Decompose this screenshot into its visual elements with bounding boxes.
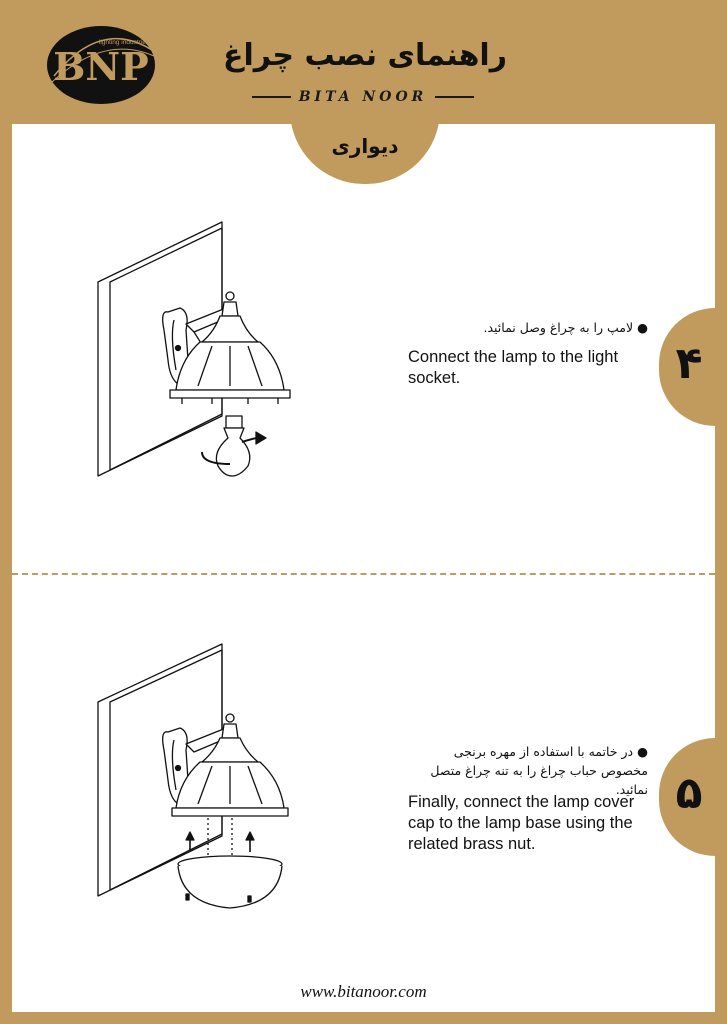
step-4-text-fa: ● لامپ را به چراغ وصل نمائید.: [483, 320, 648, 335]
step-4-text-en: Connect the lamp to the light socket.: [408, 348, 619, 387]
step-divider: [12, 573, 715, 575]
step-5-number: ۵: [675, 768, 703, 819]
website-url: www.bitanoor.com: [300, 982, 427, 1001]
brand-line-right: [435, 96, 474, 98]
category-label: دیواری: [331, 134, 399, 158]
step-5-text-fa: ● در خاتمه با استفاده از مهره برنجی مخصوص حباب چراغ را به تنه چراغ متصل نمائید.: [430, 744, 648, 797]
logo-letters: BNP: [53, 44, 149, 89]
brand-line-left: [252, 96, 291, 98]
bnp-logo: [44, 24, 158, 106]
step-5-text-fa-content: در خاتمه با استفاده از مهره برنجی مخصوص حباب چراغ را به تنه چراغ متصل نمائید.: [430, 744, 648, 797]
step-4-text-fa-content: لامپ را به چراغ وصل نمائید.: [483, 320, 634, 335]
step-4-illustration: [90, 220, 410, 490]
step-5-illustration: [90, 640, 410, 920]
step-5-text-en: Finally, connect the lamp cover cap to the lamp base using the related brass nut.: [408, 793, 635, 853]
step-4-number: ۴: [675, 338, 703, 389]
page-title: راهنمای نصب چراغ: [222, 38, 507, 73]
brand-name: BITA NOOR: [298, 89, 428, 105]
brand-row: [252, 87, 474, 107]
logo-subtitle: lighting industries: [98, 39, 150, 46]
header: [0, 0, 727, 124]
